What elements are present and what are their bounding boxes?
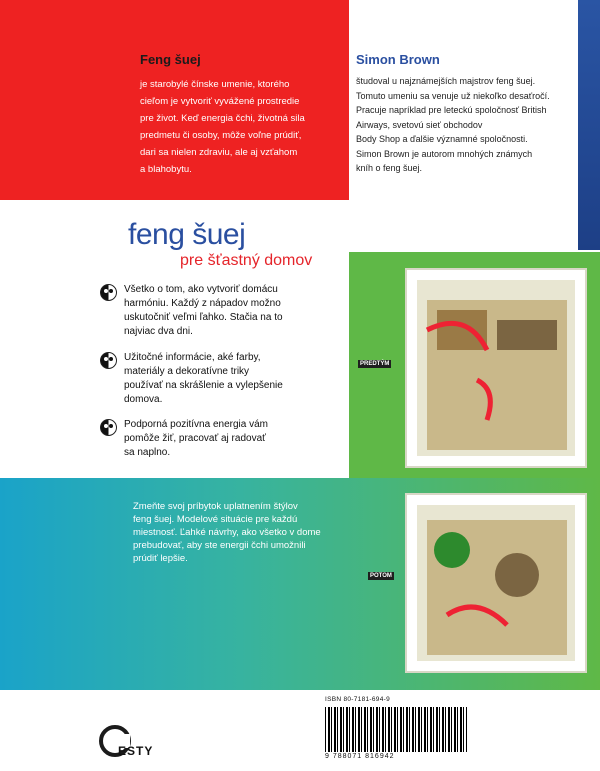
feng-shui-description <box>140 76 345 178</box>
author-name: Simon Brown <box>356 52 440 67</box>
yin-yang-icon <box>100 419 117 436</box>
room-after-art <box>407 495 585 671</box>
author-line: študoval u najznámejších majstrov feng šuej. <box>356 76 536 86</box>
room-before-illustration <box>405 268 587 468</box>
author-line: Body Shop a ďalšie významné spoločnosti. <box>356 134 528 144</box>
white-bottom <box>0 690 600 771</box>
book-subtitle: pre šťastný domov <box>180 252 313 269</box>
barcode <box>325 707 467 752</box>
author-line: Tomuto umeniu sa venuje už niekoľko desaťročí. <box>356 90 550 101</box>
feng-shui-line: cieľom je vytvoriť vyvážené prostredie <box>140 96 300 107</box>
author-line: Simon Brown je autorom mnohých známych <box>356 148 533 159</box>
before-label: PREDTÝM <box>360 361 390 367</box>
yin-yang-icon <box>100 284 117 301</box>
isbn: ISBN 80-7181-694-9 <box>325 696 391 703</box>
publisher-logo-text: ESTY <box>118 744 154 758</box>
feng-shui-line: pre život. Keď energia čchi, životná sila <box>140 113 305 124</box>
after-label: POTOM <box>370 573 392 579</box>
feng-shui-line: a blahobytu. <box>140 164 192 175</box>
feng-shui-title: Feng šuej <box>140 52 201 67</box>
room-after-illustration <box>405 493 587 673</box>
bullet-item: Užitočné informácie, aké farby, materiály a dekoratívne triky používať na skrášlenie a vylepšenie domova. <box>100 351 364 407</box>
barcode-number: 9 788071 816942 <box>325 753 395 760</box>
feng-shui-line: je starobylé čínske umenie, ktorého <box>140 79 290 90</box>
gradient-description: Zmeňte svoj príbytok uplatnením štýlov feng šuej. Modelové situácie pre každú miestnosť. Ľahké návrhy, ako všetko v dome prebudovať, aby ste energii čchi umožnili prúdiť lepšie. <box>133 501 321 564</box>
author-bio <box>356 74 586 176</box>
author-line: Pracuje napríklad pre leteckú spoločnosť British <box>356 105 547 115</box>
author-line: Airways, svetovú sieť obchodov <box>356 119 483 130</box>
author-line: kníh o feng šuej. <box>356 163 423 173</box>
feng-shui-line: predmetu či osoby, môže voľne prúdiť, <box>140 130 302 141</box>
yin-yang-icon <box>100 352 117 369</box>
book-title: feng šuej <box>128 218 246 251</box>
bullet-item: Všetko o tom, ako vytvoriť domácu harmóniu. Každý z nápadov možno uskutočniť veľmi ľahko. Stačia na to najviac dva dni. <box>100 283 364 339</box>
room-before-art <box>407 270 585 466</box>
feng-shui-line: dari sa nielen zdraviu, ale aj vzťahom <box>140 147 298 158</box>
bullet-item: Podporná pozitívna energia vám pomôže žiť, pracovať aj radovať sa naplno. <box>100 418 364 460</box>
